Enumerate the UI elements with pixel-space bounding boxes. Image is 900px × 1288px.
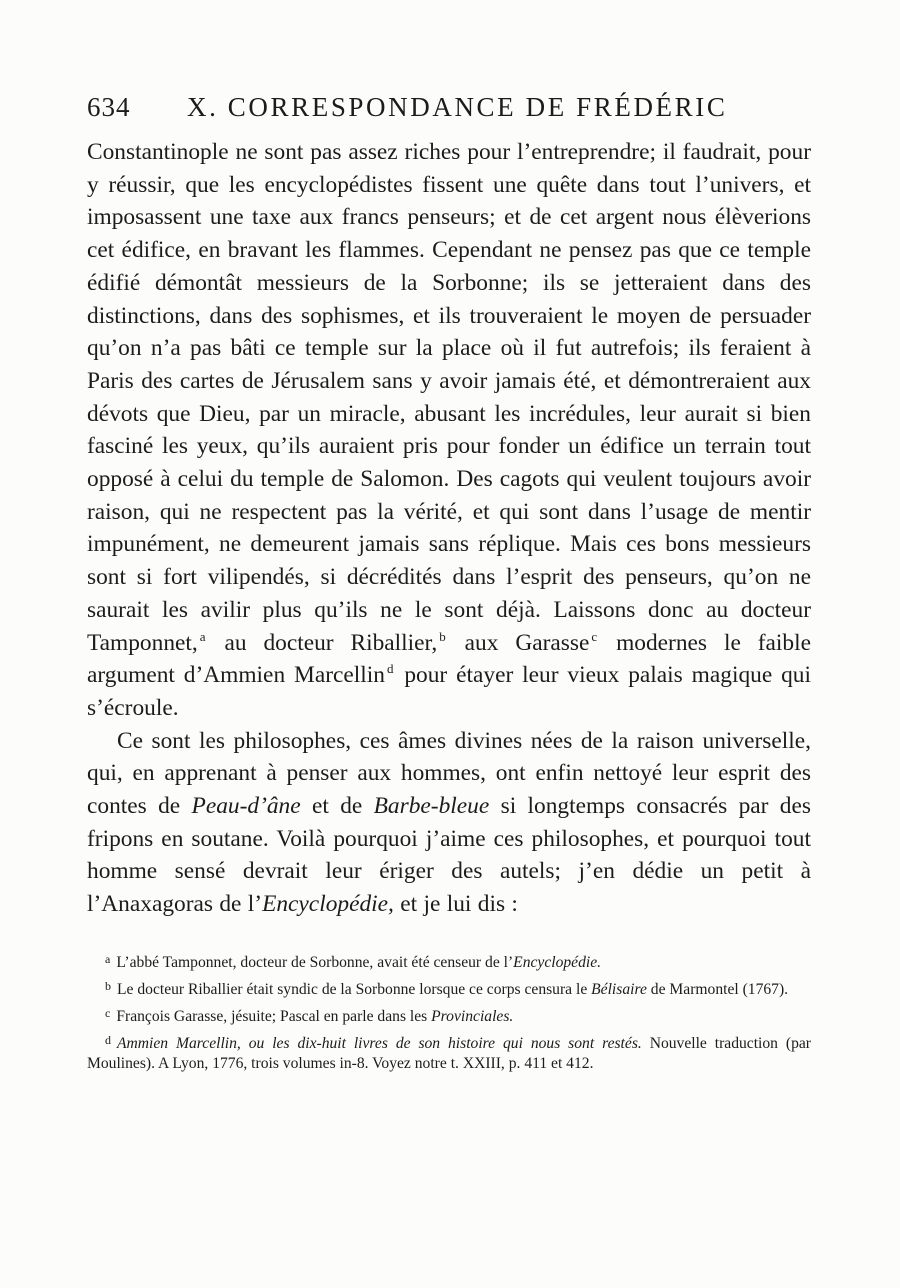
paragraph-1-text-5: pour étayer leur vieux palais magique qui s’écroule. [87,662,811,721]
footnote-d-italic: Ammien Marcellin, ou les dix-huit livres de son histoire qui nous sont restés. [117,1034,642,1052]
book-page [87,92,811,1077]
paragraph-1-text-3: aux Garasse [464,629,590,656]
page-number: 634 [87,92,131,122]
running-title: X. CORRESPONDANCE DE FRÉDÉRIC [187,92,728,122]
footnote-d-text: Nouvelle traduction (par Moulines). A Lyon, 1776, trois volumes in-8. Voyez notre t. XXIII, p. 411 et 412. [87,1034,811,1072]
italic-title-barbe-bleue: Barbe-bleue [373,793,490,820]
footnotes [87,949,811,1074]
footnote-c [87,1003,811,1027]
footnote-b-text: Le docteur Riballier était syndic de la Sorbonne lorsque ce corps censura le [117,980,588,998]
footnote-ref-b: b [439,628,446,644]
paragraph-1-text-2: au docteur Riballier, [224,629,438,656]
footnote-ref-a: a [199,628,206,644]
paragraph-1-text-4: modernes le faible argument d’Ammien Marcellin [87,629,811,689]
footnote-b [87,976,811,1000]
paragraph-2-text-4: et je lui dis : [400,891,518,918]
page-header [87,92,811,136]
footnote-a-italic: Encyclopédie. [513,953,602,971]
paragraph-2 [87,725,811,921]
italic-title-peau-dane: Peau-d’âne [191,793,301,820]
paragraph-2-text-3: si longtemps consacrés par des fripons en soutane. Voilà pourquoi j’aime ces philosophes, et pourquoi tout homme sensé devrait leur ériger des autels; j’en dédie un petit à l’Anaxagoras de l’ [87,793,811,918]
footnote-ref-c: c [591,628,598,644]
paragraph-1-text: Constantinople ne sont pas assez riches pour l’entreprendre; il faudrait, pour y réussir, que les encyclopédistes fissent une quête dans tout l’univers, et imposassent une taxe aux francs penseurs; et de cet argent nous élèverions cet édifice, en bravant les flammes. Cependant ne pensez pas que ce temple édifié démontât messieurs de la Sorbonne; ils se jetteraient dans des distinctions, dans des sophismes, et ils trouveraient le moyen de persuader qu’on n’a pas bâti ce temple sur la place où il fut autrefois; ils feraient à Paris des cartes de Jérusalem sans y avoir jamais été, et démontreraient aux dévots que Dieu, par un miracle, abusant les incrédules, leur aurait si bien fasciné les yeux, qu’ils auraient pris pour fonder un édifice un terrain tout opposé à celui du temple de Salomon. Des cagots qui veulent toujours avoir raison, qui ne respectent pas la vérité, et qui sont dans l’usage de mentir impunément, ne demeurent jamais sans réplique. Mais ces bons messieurs sont si fort vilipendés, si décrédités dans l’esprit des penseurs, qu’on ne saurait les avilir plus qu’ils ne le sont déjà. Laissons donc au docteur Tamponnet, [87,139,811,656]
footnote-a-text: L’abbé Tamponnet, docteur de Sorbonne, avait été censeur de l’ [116,953,514,971]
paragraph-2-text: Ce sont les philosophes, ces âmes divines nées de la raison universelle, qui, en apprenant à penser aux hommes, ont enfin nettoyé leur esprit des contes de [87,727,811,820]
footnote-c-italic: Provinciales. [431,1007,514,1025]
footnote-mark-c: c [105,1005,111,1020]
footnote-mark-a: a [105,951,111,966]
italic-title-encyclopedie: Encyclopédie, [262,891,394,918]
footnote-b-text-2: de Marmontel (1767). [650,980,789,998]
footnote-d [87,1030,811,1074]
paragraph-1 [87,136,811,725]
footnote-c-text: François Garasse, jésuite; Pascal en parle dans les [116,1007,428,1025]
body-text [87,136,811,921]
footnote-mark-b: b [105,978,111,993]
footnote-a [87,949,811,973]
paragraph-2-text-2: et de [311,793,363,820]
footnote-mark-d: d [105,1032,111,1047]
footnote-b-italic: Bélisaire [591,980,647,998]
footnote-ref-d: d [386,661,394,677]
